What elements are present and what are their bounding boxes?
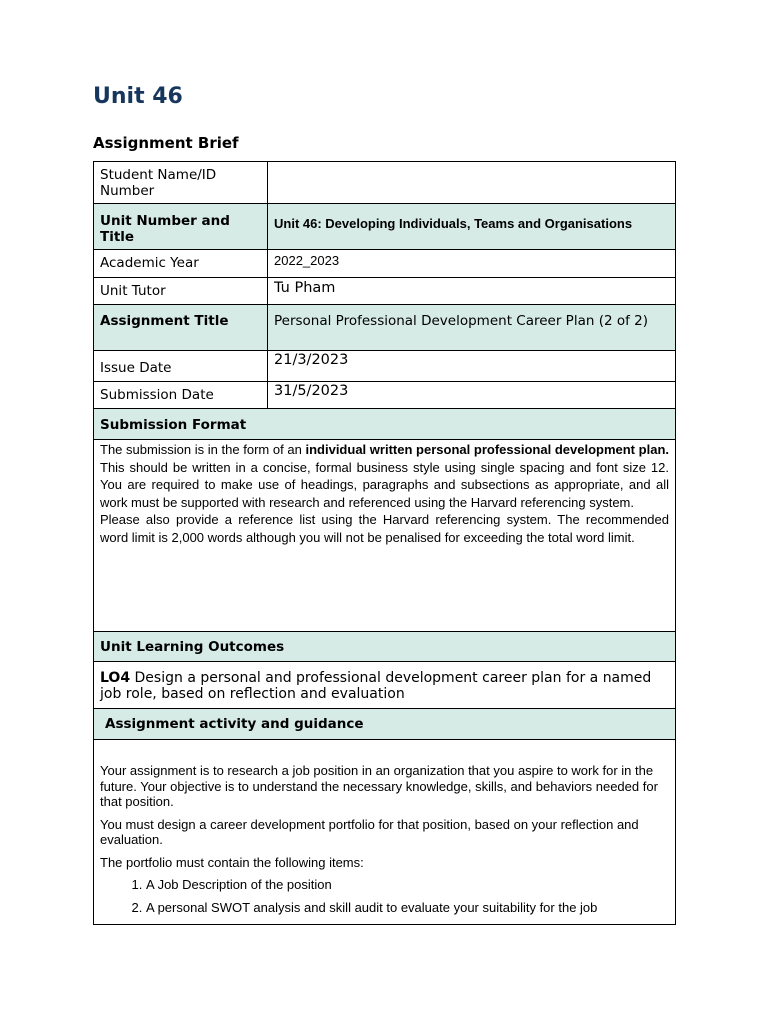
row-guidance-header [94, 709, 676, 740]
learning-outcomes-title: Unit Learning Outcomes [100, 639, 285, 655]
student-label: Student Name/ID Number [100, 167, 217, 199]
year-value: 2022_2023 [274, 253, 340, 268]
row-submission [94, 382, 676, 409]
assignment-brief-title: Assignment Brief [93, 134, 239, 152]
unit-title: Unit 46 [93, 84, 183, 109]
row-issue [94, 351, 676, 382]
issue-label: Issue Date [100, 360, 172, 376]
guidance-paragraph-3: The portfolio must contain the following items: [100, 854, 364, 870]
student-value[interactable] [268, 162, 676, 204]
tutor-value: Tu Pham [274, 280, 336, 296]
portfolio-items-list [100, 877, 669, 915]
unit-value: Unit 46: Developing Individuals, Teams and Organisations [274, 216, 633, 231]
submission-value: 31/5/2023 [274, 383, 349, 399]
submission-label: Submission Date [100, 387, 214, 403]
list-item: 1. A Job Description of the position [146, 877, 669, 893]
year-label: Academic Year [100, 255, 199, 271]
assignment-label: Assignment Title [100, 313, 229, 329]
row-tutor [94, 278, 676, 305]
assignment-brief-table [93, 161, 676, 925]
row-guidance-body [94, 740, 676, 925]
row-submission-format-header [94, 409, 676, 440]
row-unit [94, 204, 676, 250]
assignment-value: Personal Professional Development Career Plan (2 of 2) [274, 313, 648, 329]
row-student [94, 162, 676, 204]
unit-label: Unit Number and Title [100, 213, 230, 245]
guidance-paragraph-1: Your assignment is to research a job position in an organization that you aspire to work for in the future. Your objective is to understand the necessary knowledge, skills, and behaviors needed for that position. [100, 763, 658, 809]
row-submission-format-body [94, 440, 676, 632]
submission-format-paragraph: The submission is in the form of an individual written personal professional development plan. This should be written in a concise, formal business style using single spacing and font size 12. You are required to make use of headings, paragraphs and subsections as appropriate, and all work must be supported with research and referenced using the Harvard referencing system. [100, 442, 669, 510]
row-learning-outcome [94, 662, 676, 709]
guidance-title: Assignment activity and guidance [105, 716, 364, 732]
row-learning-outcomes-header [94, 632, 676, 662]
learning-outcome: LO4 Design a personal and professional development career plan for a named job role, based on reflection and evaluation [100, 670, 652, 702]
guidance-paragraph-2: You must design a career development portfolio for that position, based on your reflection and evaluation. [100, 816, 639, 847]
row-year [94, 250, 676, 278]
tutor-label: Unit Tutor [100, 283, 166, 299]
issue-value: 21/3/2023 [274, 352, 349, 368]
reference-list-paragraph: Please also provide a reference list using the Harvard referencing system. The recommended word limit is 2,000 words although you will not be penalised for exceeding the total word limit. [100, 512, 669, 545]
list-item: 2. A personal SWOT analysis and skill audit to evaluate your suitability for the job [146, 900, 669, 916]
submission-format-title: Submission Format [100, 417, 247, 433]
row-assignment [94, 305, 676, 351]
